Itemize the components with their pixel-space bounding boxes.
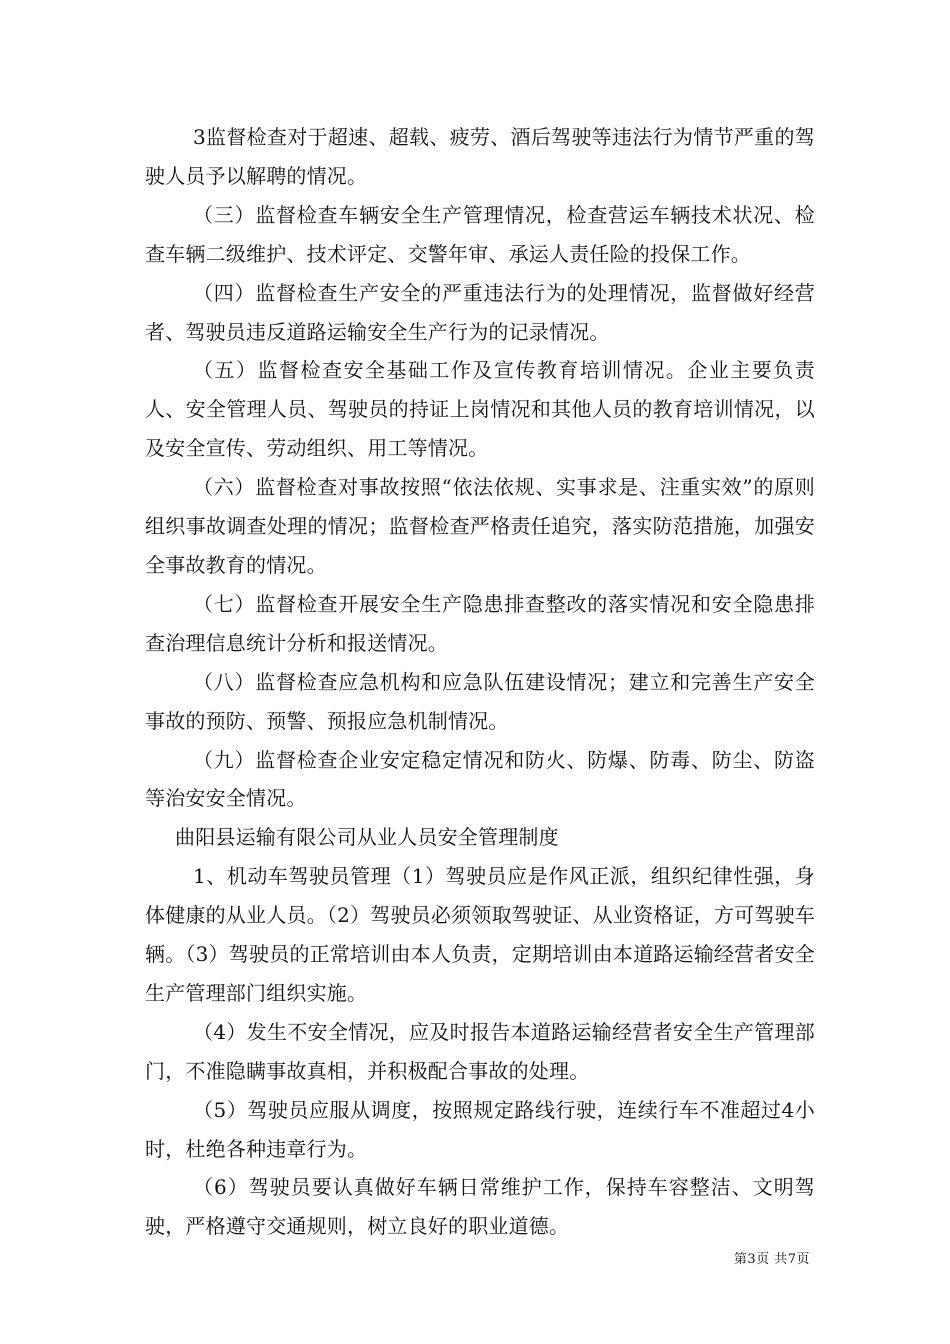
page-number: 第3页 共7页: [733, 1252, 810, 1267]
paragraph-item-3: 3监督检查对于超速、超载、疲劳、酒后驾驶等违法行为情节严重的驾驶人员予以解聘的情况。: [145, 125, 815, 188]
paragraph-section-5: （五）监督检查安全基础工作及宣传教育培训情况。企业主要负责人、安全管理人员、驾驶员的持证上岗情况和其他人员的教育培训情况，以及安全宣传、劳动组织、用工等情况。: [145, 358, 815, 461]
paragraph-section-9: （九）监督检查企业安定稳定情况和防火、防爆、防毒、防尘、防盗等治安安全情况。: [145, 747, 815, 811]
paragraph-driver-rule-4: （4）发生不安全情况，应及时报告本道路运输经营者安全生产管理部门，不准隐瞒事故真相，并积极配合事故的处理。: [145, 1019, 815, 1083]
paragraph-section-7: （七）监督检查开展安全生产隐患排查整改的落实情况和安全隐患排查治理信息统计分析和报送情况。: [145, 591, 815, 655]
paragraph-section-6: （六）监督检查对事故按照“依法依规、实事求是、注重实效”的原则组织事故调查处理的情况；监督检查严格责任追究，落实防范措施，加强安全事故教育的情况。: [145, 475, 815, 577]
document-body: [145, 118, 815, 1246]
paragraph-driver-rule-5: （5）驾驶员应服从调度，按照规定路线行驶，连续行车不准超过4小时，杜绝各种违章行为。: [145, 1097, 815, 1161]
paragraph-section-8: （八）监督检查应急机构和应急队伍建设情况；建立和完善生产安全事故的预防、预警、预报应急机制情况。: [145, 669, 815, 733]
section-title: 曲阳县运输有限公司从业人员安全管理制度: [175, 825, 559, 850]
paragraph-driver-management: 1、机动车驾驶员管理（1）驾驶员应是作风正派，组织纪律性强，身体健康的从业人员。（2）驾驶员必须领取驾驶证、从业资格证，方可驾驶车辆。（3）驾驶员的正常培训由本人负责，定期培训由本道路运输经营者安全生产管理部门组织实施。: [145, 864, 815, 1005]
paragraph-section-4: （四）监督检查生产安全的严重违法行为的处理情况，监督做好经营者、驾驶员违反道路运输安全生产行为的记录情况。: [145, 280, 815, 344]
paragraph-driver-rule-6: （6）驾驶员要认真做好车辆日常维护工作，保持车容整洁、文明驾驶，严格遵守交通规则，树立良好的职业道德。: [145, 1175, 815, 1239]
paragraph-section-3: （三）监督检查车辆安全生产管理情况，检查营运车辆技术状况、检查车辆二级维护、技术评定、交警年审、承运人责任险的投保工作。: [145, 202, 815, 266]
